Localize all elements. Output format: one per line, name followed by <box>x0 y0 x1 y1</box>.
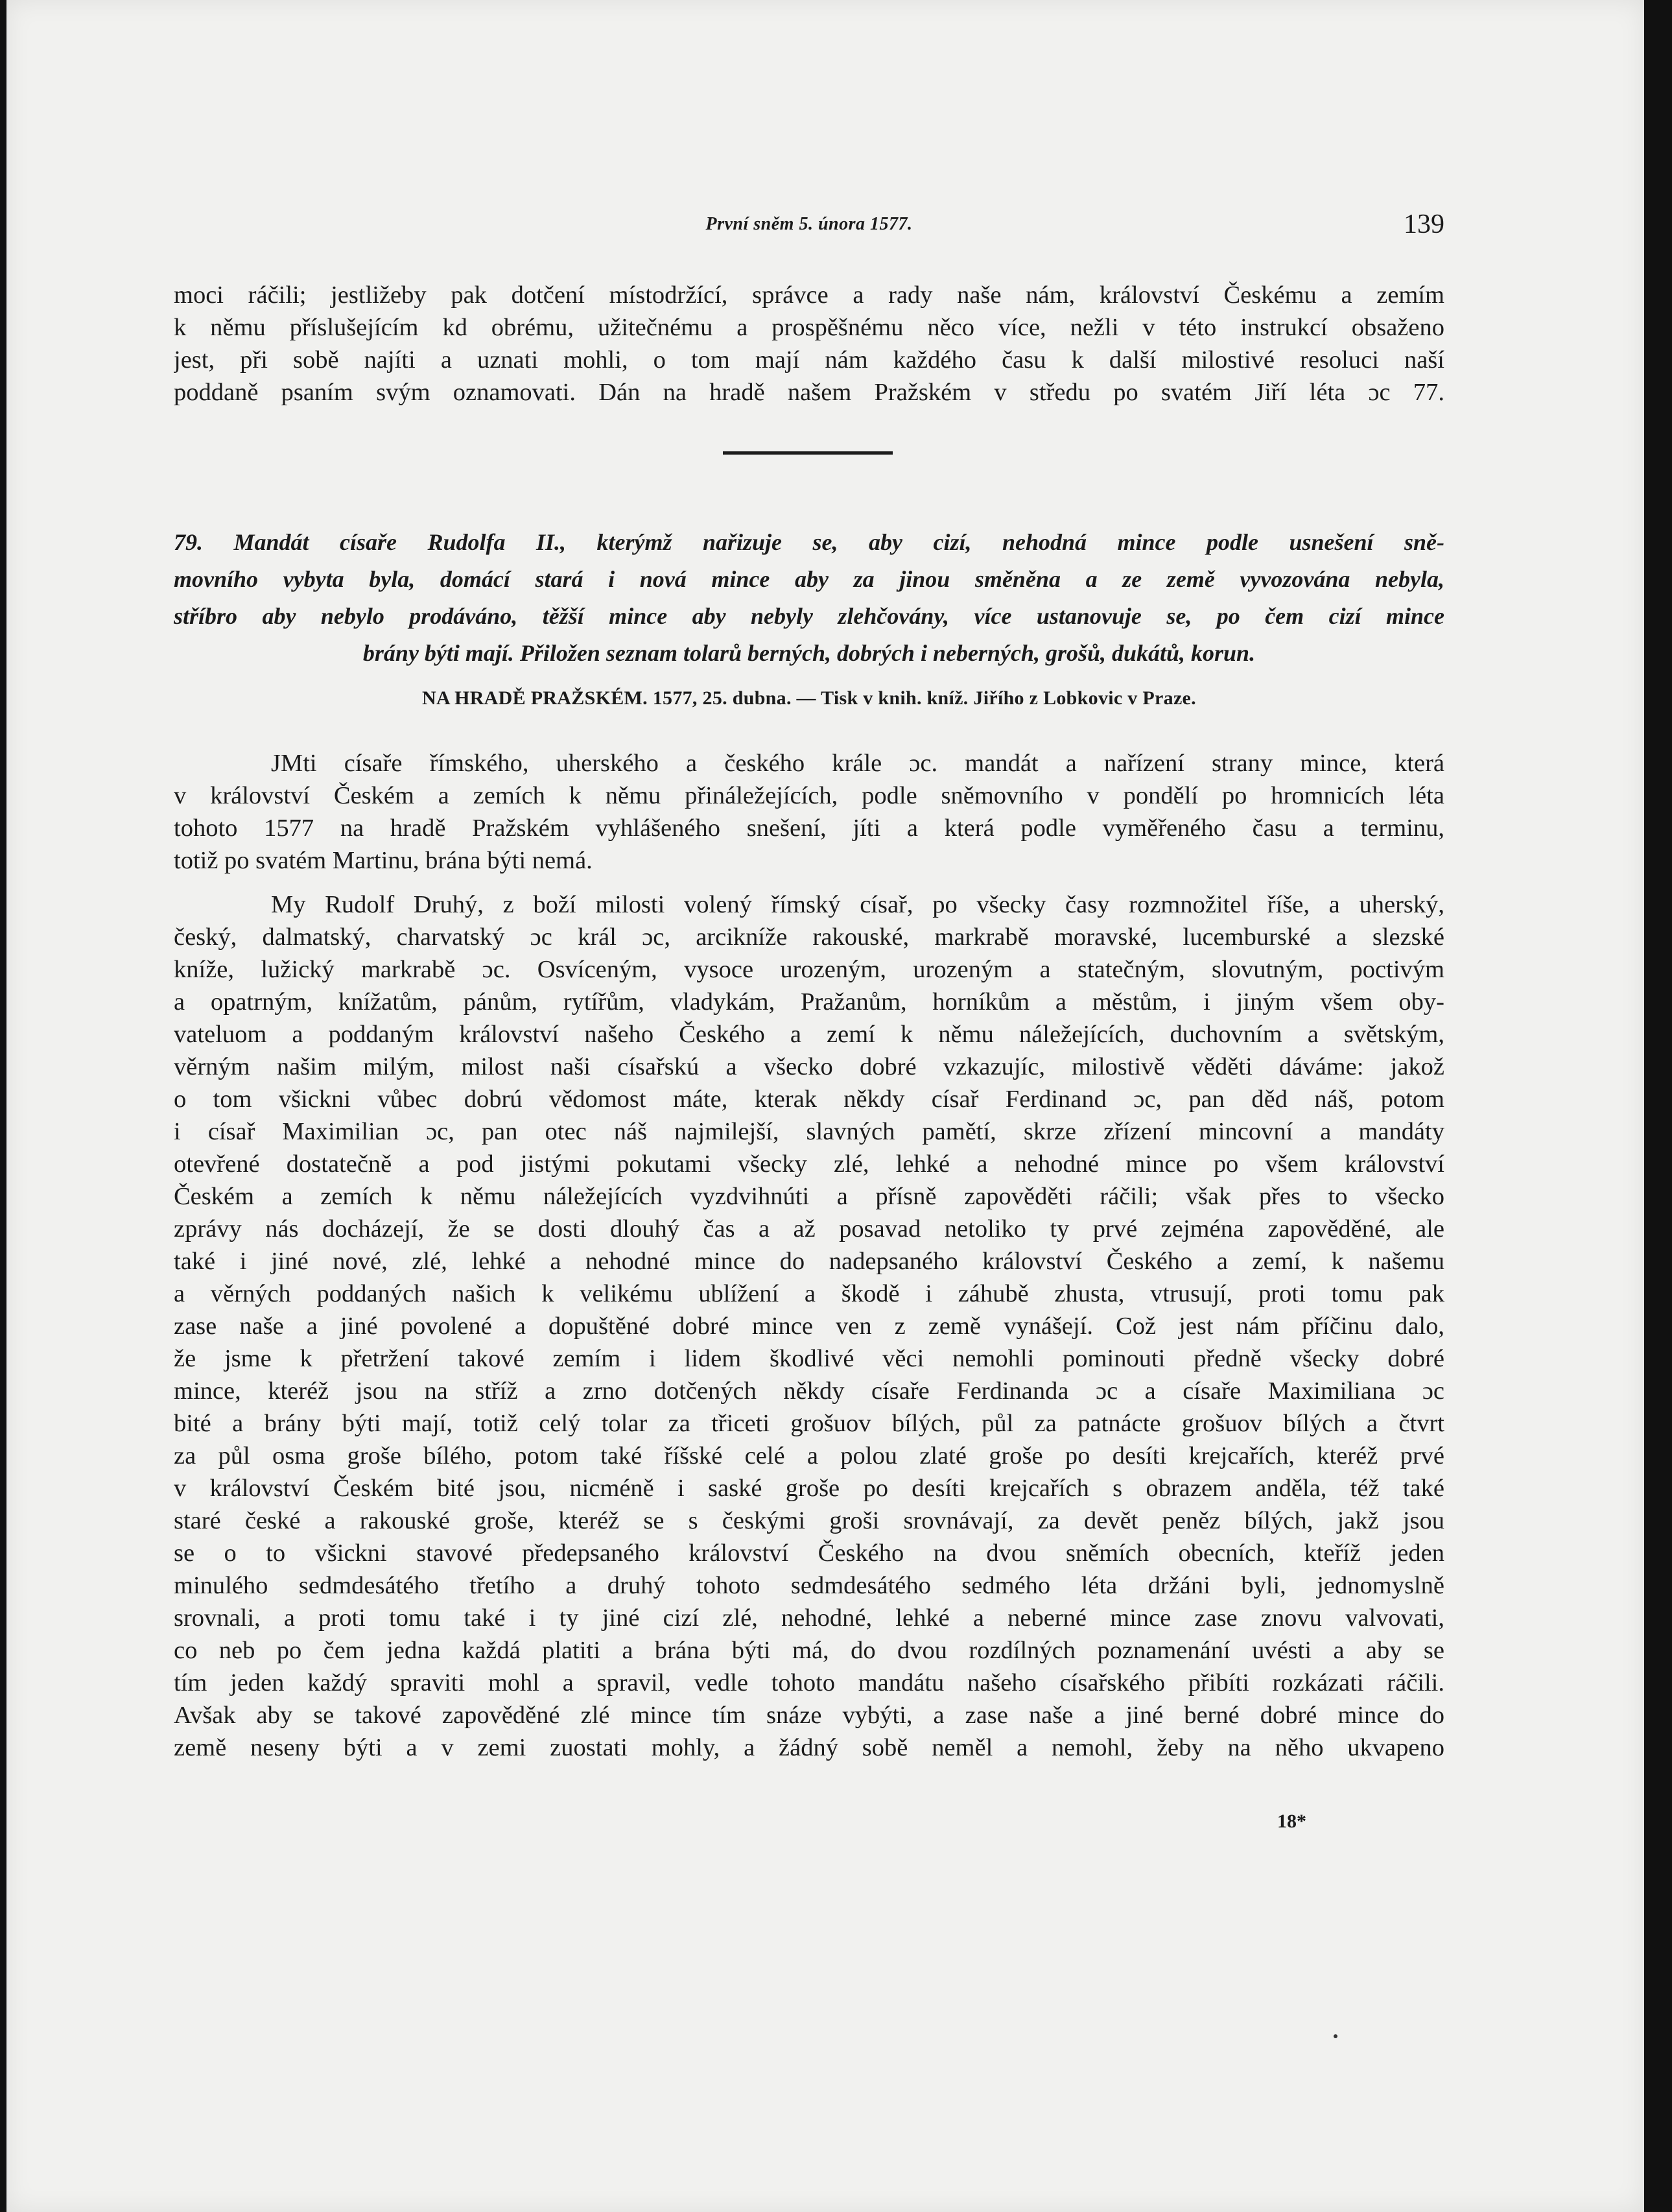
text-line: poddaně psaním svým oznamovati. Dán na hradě našem Pražském v středu po svatém Jiří léta ɔc 77. <box>174 379 1444 406</box>
text-line: bité a brány býti mají, totiž celý tolar za třiceti grošuov bílých, půl za patnácte grošuov bílých a čtvrt <box>174 1410 1444 1437</box>
page-header <box>174 206 1444 245</box>
text-line: také i jiné nové, zlé, lehké a nehodné mince do nadepsaného království Českého a zemí, k našemu <box>174 1248 1444 1275</box>
text-line: tím jeden každý spraviti mohl a spravil, vedle tohoto mandátu našeho císařského přibíti rozkázati ráčili. <box>174 1669 1444 1696</box>
running-title: První sněm 5. února 1577. <box>705 214 913 234</box>
text-line: k němu příslušejícím kd obrému, užitečnému a prospěšnému něco více, nežli v této instrukcí obsaženo <box>174 314 1444 341</box>
paragraph-1 <box>174 747 1444 877</box>
text-line: JMti císaře římského, uherského a českého krále ɔc. mandát a nařízení strany mince, která <box>271 750 1444 777</box>
text-line: otevřené dostatečně a pod jistými pokutami všecky zlé, lehké a nehodné mince po všem království <box>174 1150 1444 1178</box>
document-heading <box>174 524 1444 672</box>
text-line: a opatrným, knížatům, pánům, rytířům, vladykám, Pražanům, horníkům a městům, i jiným všem oby- <box>174 988 1444 1016</box>
text-line: My Rudolf Druhý, z boží milosti volený římský císař, po všecky časy rozmnožitel říše, a uherský, <box>271 891 1444 918</box>
text-line: země neseny býti a v zemi zuostati mohly, a žádný sobě neměl a nemohl, žeby na něho ukvapeno <box>174 1734 1444 1761</box>
text-line: totiž po svatém Martinu, brána býti nemá. <box>174 847 593 874</box>
document-page <box>6 0 1644 2212</box>
text-line: že jsme k přetržení takové zemím i lidem škodlivé věci nemohli pominouti předně všecky dobré <box>174 1345 1444 1372</box>
source-line: NA HRADĚ PRAŽSKÉM. 1577, 25. dubna. — Tisk v knih. kníž. Jiřího z Lobkovic v Praze. <box>422 687 1196 709</box>
text-line: v království Českém a zemích k němu přináležejících, podle sněmovního v pondělí po hromnicích léta <box>174 782 1444 809</box>
text-line: o tom všickni vůbec dobrú vědomost máte, kterak někdy císař Ferdinand ɔc, pan děd náš, potom <box>174 1086 1444 1113</box>
page-number: 139 <box>1404 209 1444 239</box>
continuation-paragraph <box>174 279 1444 409</box>
page-speck <box>1334 2034 1337 2038</box>
text-line: zase naše a jiné povolené a dopuštěné dobré mince ven z země vynášejí. Což jest nám příčinu dalo, <box>174 1313 1444 1340</box>
heading-line: stříbro aby nebylo prodáváno, těžší mince aby nebyly zlehčovány, více ustanovuje se, po čem cizí mince <box>174 603 1444 629</box>
text-line: český, dalmatský, charvatský ɔc král ɔc, arcikníže rakouské, markrabě moravské, lucemburské a slezské <box>174 923 1444 951</box>
text-line: věrným našim milým, milost naši císařskú a všecko dobré vzkazujíc, milostivě věděti dáváme: jakož <box>174 1053 1444 1080</box>
text-line: i císař Maximilian ɔc, pan otec náš najmilejší, slavných pamětí, skrze zřízení mincovní a mandáty <box>174 1118 1444 1145</box>
text-line: srovnali, a proti tomu také i ty jiné cizí zlé, nehodné, lehké a neberné mince zase znovu valvovati, <box>174 1604 1444 1632</box>
text-line: se o to všickni stavové předepsaného království Českého na dvou sněmích obecních, kteříž jeden <box>174 1540 1444 1567</box>
text-line: co neb po čem jedna každá platiti a brána býti má, do dvou rozdílných poznamenání uvésti a aby se <box>174 1637 1444 1664</box>
text-line: v království Českém bité jsou, nicméně i saské groše po desíti krejcařích s obrazem anděla, též také <box>174 1475 1444 1502</box>
text-line: za půl osma groše bílého, potom také říšské celé a polou zlaté groše po desíti krejcařích, kteréž prvé <box>174 1442 1444 1469</box>
text-line: Českém a zemích k němu náležejících vyzdvihnúti a přísně zapověděti ráčili; však přes to všecko <box>174 1183 1444 1210</box>
section-separator <box>723 451 893 455</box>
text-line: minulého sedmdesátého třetího a druhý tohoto sedmdesátého sedmého léta držáni byli, jednomyslně <box>174 1572 1444 1599</box>
text-line: a věrných poddaných našich k velikému ublížení a škodě i záhubě zhusta, vtrusují, proti tomu pak <box>174 1280 1444 1307</box>
text-line: zprávy nás docházejí, že se dosti dlouhý čas a až posavad netoliko ty prvé zejména zapověděné, ale <box>174 1215 1444 1243</box>
text-line: jest, při sobě najíti a uznati mohli, o tom mají nám každého času k další milostivé resoluci naší <box>174 346 1444 374</box>
text-line: moci ráčili; jestližeby pak dotčení místodržící, správce a rady naše nám, království Českému a zemím <box>174 281 1444 309</box>
text-line: kníže, lužický markrabě ɔc. Osvíceným, vysoce urozeným, urozeným a statečným, slovutným, poctivým <box>174 956 1444 983</box>
heading-line: movního vybyta byla, domácí stará i nová mince aby za jinou směněna a ze země vyvozována nebyla, <box>174 566 1444 592</box>
signature-mark: 18* <box>1277 1811 1306 1832</box>
text-line: vateluom a poddaným království našeho Českého a zemí k němu náležejících, duchovním a světským, <box>174 1021 1444 1048</box>
text-line: Avšak aby se takové zapověděné zlé mince tím snáze vybýti, a zase naše a jiné berné dobré mince do <box>174 1702 1444 1729</box>
text-line: staré české a rakouské groše, kteréž se s českými groši srovnávají, za devět peněz bílých, jakž jsou <box>174 1507 1444 1534</box>
heading-line: brány býti mají. Přiložen seznam tolarů berných, dobrých i neberných, grošů, dukátů, korun. <box>362 640 1256 666</box>
heading-line: 79. Mandát císaře Rudolfa II., kterýmž nařizuje se, aby cizí, nehodná mince podle usnešení sně- <box>174 529 1444 555</box>
paragraph-2 <box>174 888 1444 1764</box>
text-line: tohoto 1577 na hradě Pražském vyhlášeného snešení, jíti a která podle vyměřeného času a terminu, <box>174 815 1444 842</box>
text-line: mince, kteréž jsou na stříž a zrno dotčených někdy císaře Ferdinanda ɔc a císaře Maximiliana ɔc <box>174 1377 1444 1405</box>
